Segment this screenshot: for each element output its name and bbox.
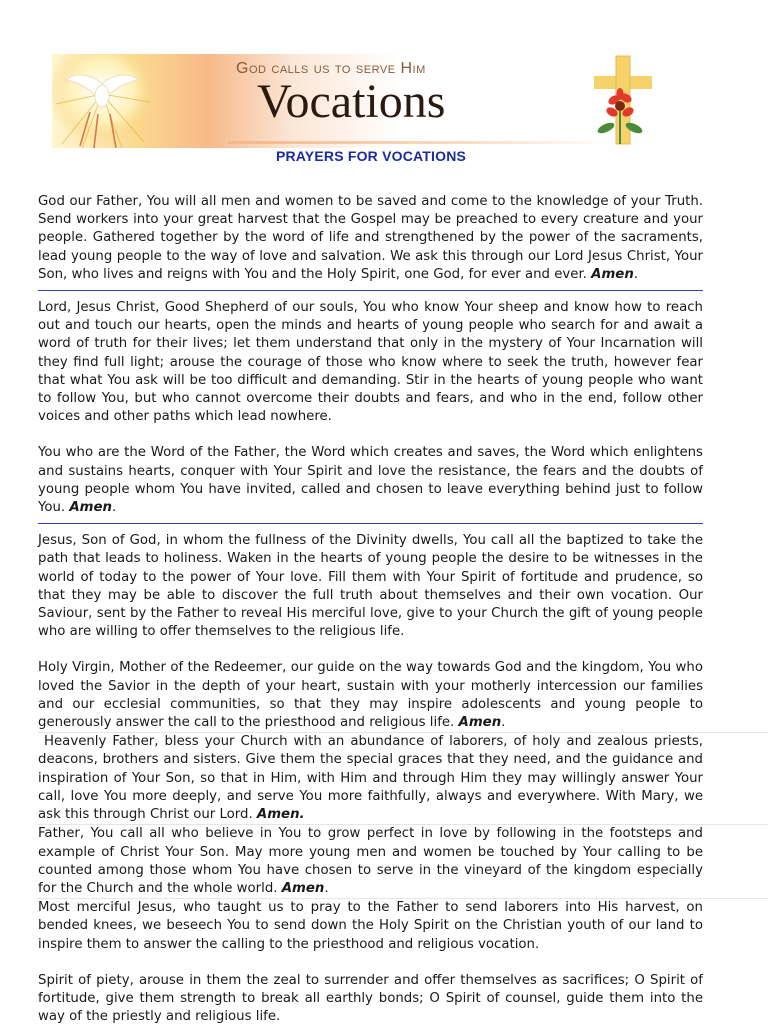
prayer-paragraph: Spirit of piety, arouse in them the zeal to surrender and offer themselves as sacrifices; O Spirit of fortitude, give them strength to break all earthly bonds; O Spirit of counsel, guide them into the way of the priestly and religious life.: [38, 972, 703, 1025]
prayer-paragraph: You who are the Word of the Father, the Word which creates and saves, the Word which enlightens and sustains hearts, conquer with Your Spirit and love the resistance, the fears and the doubts of young people whom You have invited, called and chosen to leave everything behind just to follow You. Amen.: [38, 445, 703, 516]
page-heading: PRAYERS FOR VOCATIONS: [275, 148, 467, 164]
amen-text: Amen: [69, 500, 113, 516]
cross-with-flowers-icon: [588, 54, 658, 148]
dove-icon: [52, 54, 152, 148]
prayer-paragraph: God our Father, You will all men and women to be saved and come to the knowledge of your Truth. Send workers into your great harvest that the Gospel may be preached to every creature and your people. Gathered together by the word of life and strengthened by the power of the sacraments, lead young people to the way of love and salvation. We ask this through our Lord Jesus Christ, Your Son, who lives and reigns with You and the Holy Spirit, one God, for ever and ever. Amen.: [38, 194, 703, 282]
section-divider: [38, 523, 703, 524]
prayer-paragraph: Lord, Jesus Christ, Good Shepherd of our souls, You who know Your sheep and know how to reach out and touch our hearts, open the minds and hearts of young people who search for and await a word of truth for their lives; let them understand that only in the mystery of Your Incarnation will they find full light; arouse the courage of those who know where to seek the truth, however fear that what You ask will be too difficult and demanding. Stir in the hearts of young people who want to follow You, but who cannot overcome their doubts and fears, and who in the end, follow other voices and other paths which lead nowhere.: [38, 300, 703, 425]
prayer-list: [38, 193, 708, 1026]
amen-text: Amen.: [256, 807, 305, 823]
prayer-paragraph: Most merciful Jesus, who taught us to pray to the Father to send laborers into His harvest, on bended knees, we beseech You to send down the Holy Spirit on the Christian youth of our land to inspire them to answer the calling to the priesthood and religious vocation.: [38, 898, 768, 954]
amen-text: Amen: [458, 715, 502, 731]
amen-text: Amen: [281, 880, 325, 896]
prayer-paragraph: Holy Virgin, Mother of the Redeemer, our guide on the way towards God and the kingdom, You who loved the Savior in the depth of your heart, sustain with your motherly intercession our families and our ecclesial communities, so that they may inspire adolescents and young people to generously answer the call to the priesthood and religious life. Amen.: [38, 660, 703, 731]
amen-text: Amen: [591, 266, 634, 282]
prayer-paragraph: Father, You call all who believe in You to grow perfect in love by following in the footsteps and example of Christ Your Son. May more young men and women be touched by Your calling to be counted among those whom You have chosen to serve in the vineyard of the kingdom especially for the Church and the whole world. Amen.: [38, 824, 768, 898]
vocations-banner: [52, 54, 652, 150]
banner-tagline: God calls us to serve Him: [236, 60, 426, 77]
prayer-paragraph: Jesus, Son of God, in whom the fullness of the Divinity dwells, You call all the baptized to take the path that leads to holiness. Waken in the hearts of young people the desire to be witnesses in the world of today to the power of Your love. Fill them with Your Spirit of fortitude and prudence, so that they may be able to discover the full truth about themselves and their own vocation. Our Saviour, sent by the Father to reveal His merciful love, give to your Church the gift of young people who are willing to offer themselves to the religious life.: [38, 533, 703, 640]
prayer-paragraph: Heavenly Father, bless your Church with an abundance of laborers, of holy and zealous priests, deacons, brothers and sisters. Give them the special graces that they need, and the guidance and inspiration of Your Son, so that in Him, with Him and through Him they may willingly answer Your call, love You more deeply, and serve You more faithfully, always and everywhere. With Mary, we ask this through Christ our Lord. Amen.: [38, 732, 768, 824]
banner-title: Vocations: [257, 75, 446, 128]
banner-rule: [228, 141, 618, 144]
section-divider: [38, 290, 703, 291]
